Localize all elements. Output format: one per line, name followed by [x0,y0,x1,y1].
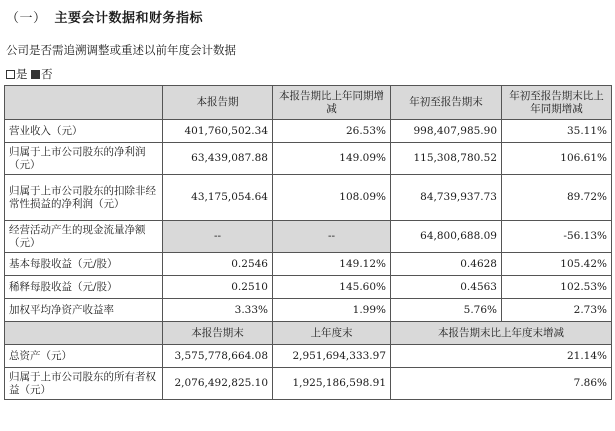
cell-value: 0.4628 [391,253,502,276]
table2-header-period-end: 本报告期末 [163,322,273,345]
cell-value: 401,760,502.34 [163,120,273,143]
cell-value: 43,175,054.64 [163,175,273,221]
row-label: 加权平均净资产收益率 [5,299,163,322]
table1-header-ytd-change: 年初至报告期末比上年同期增减 [502,86,612,120]
checkbox-no-icon[interactable] [31,70,40,79]
table-row [5,299,612,322]
cell-value: 149.09% [273,143,391,175]
table1-header-period-change: 本报告期比上年同期增减 [273,86,391,120]
row-label: 总资产（元） [5,345,163,368]
cell-value: 2,951,694,333.97 [273,345,391,368]
section-number: （一） [6,11,47,26]
cell-value: 3,575,778,664.08 [163,345,273,368]
table-row [5,120,612,143]
table-row [5,175,612,221]
table1-header-period: 本报告期 [163,86,273,120]
cell-value: 108.09% [273,175,391,221]
cell-value: 84,739,937.73 [391,175,502,221]
section-heading: 主要会计数据和财务指标 [54,11,204,26]
table-row [5,345,612,368]
cell-value: 3.33% [163,299,273,322]
table-row [5,253,612,276]
cell-value: 5.76% [391,299,502,322]
table2-header-prior-year-end: 上年度末 [273,322,391,345]
cell-value: 106.61% [502,143,612,175]
restate-options [6,66,53,82]
cell-value: -- [163,221,273,253]
cell-value: 0.2546 [163,253,273,276]
cell-value: 26.53% [273,120,391,143]
cell-value: -56.13% [502,221,612,253]
cell-value: 64,800,688.09 [391,221,502,253]
cell-value: 145.60% [273,276,391,299]
cell-value: 1,925,186,598.91 [273,368,391,400]
table1-header-blank [5,86,163,120]
table2-header-blank [5,322,163,345]
table-row [5,276,612,299]
option-no-label: 否 [41,67,53,81]
cell-value: 115,308,780.52 [391,143,502,175]
row-label: 归属于上市公司股东的所有者权益（元） [5,368,163,400]
restate-question: 公司是否需追溯调整或重述以前年度会计数据 [6,43,236,57]
row-label: 归属于上市公司股东的扣除非经常性损益的净利润（元） [5,175,163,221]
financial-data-table [4,85,612,400]
cell-value: 89.72% [502,175,612,221]
cell-value: 35.11% [502,120,612,143]
table-row [5,221,612,253]
cell-value: 998,407,985.90 [391,120,502,143]
cell-value: 0.2510 [163,276,273,299]
checkbox-yes-icon[interactable] [6,70,15,79]
row-label: 归属于上市公司股东的净利润（元） [5,143,163,175]
cell-value: -- [273,221,391,253]
row-label: 营业收入（元） [5,120,163,143]
cell-value: 21.14% [391,345,612,368]
table1-header-ytd: 年初至报告期末 [391,86,502,120]
option-yes-label: 是 [16,67,28,81]
cell-value: 105.42% [502,253,612,276]
section-title [6,7,203,26]
cell-value: 7.86% [391,368,612,400]
cell-value: 0.4563 [391,276,502,299]
row-label: 稀释每股收益（元/股） [5,276,163,299]
row-label: 经营活动产生的现金流量净额（元） [5,221,163,253]
table2-header-change: 本报告期末比上年度末增减 [391,322,612,345]
cell-value: 63,439,087.88 [163,143,273,175]
cell-value: 2,076,492,825.10 [163,368,273,400]
table2-header-row [5,322,612,345]
table1-header-row [5,86,612,120]
cell-value: 2.73% [502,299,612,322]
row-label: 基本每股收益（元/股） [5,253,163,276]
table-row [5,368,612,400]
cell-value: 1.99% [273,299,391,322]
cell-value: 102.53% [502,276,612,299]
cell-value: 149.12% [273,253,391,276]
table-row [5,143,612,175]
